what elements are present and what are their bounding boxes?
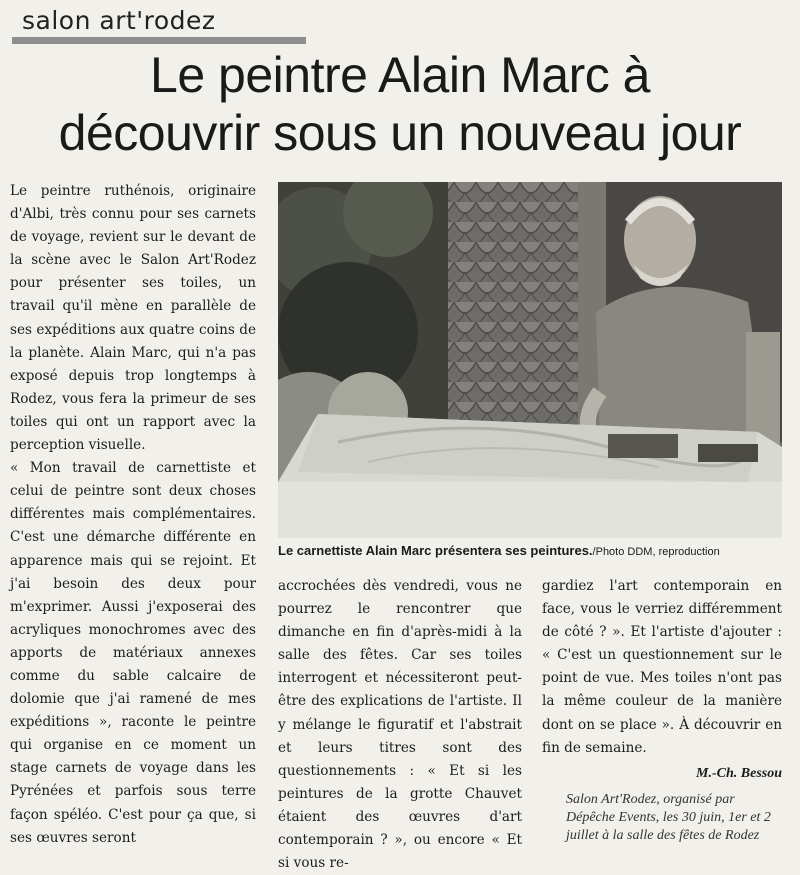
caption-text: Le carnettiste Alain Marc présentera ses peintures. bbox=[278, 543, 593, 558]
headline bbox=[0, 46, 800, 162]
article-column-2 bbox=[278, 575, 522, 875]
article-photo bbox=[278, 182, 782, 538]
article-column-1 bbox=[10, 180, 256, 850]
article-paragraph: gardiez l'art contemporain en face, vous le verriez différemment de côté ? ». Et l'artiste d'ajouter : « C'est un questionnement sur le point de vue. Mes toiles n'ont pas la même couleur de la manière dont on se place ». À découvrir en fin de semaine. bbox=[542, 578, 782, 756]
photo-credit: /Photo DDM, reproduction bbox=[592, 546, 720, 558]
article-paragraph: accrochées dès vendredi, vous ne pourrez le rencontrer que dimanche en fin d'après-midi à la salle des fêtes. Car ses toiles interrogent et nécessiteront peut-être des explications de l'artiste. Il y mélange le figuratif et l'abstrait et leurs titres sont des questionnements : « Et si les peintures de la grotte Chauvet étaient des œuvres d'art contemporain ? », ou encore « Et si vous re- bbox=[278, 578, 522, 872]
kicker-rule bbox=[12, 37, 306, 44]
section-kicker: salon art'rodez bbox=[22, 6, 216, 35]
event-info: Salon Art'Rodez, organisé par Dépêche Events, les 30 juin, 1er et 2 juillet à la salle des fêtes de Rodez bbox=[566, 791, 771, 843]
photo-caption bbox=[278, 543, 782, 558]
headline-line-1: Le peintre Alain Marc à bbox=[150, 47, 650, 103]
article-paragraph: « Mon travail de carnettiste et celui de peintre sont deux choses différentes mais complémentaires. C'est une démarche différente en apparence mais qui se rejoint. Et j'ai besoin des deux pour m'exprimer. Aussi j'exposerai des acryliques monochromes avec des apports de matériaux annexes comme du sable calcaire de dolomie que j'ai ramené de mes expéditions », raconte le peintre qui organise en ce moment un stage carnets de voyage dans les Pyrénées et parfois sous terre façon spéléo. C'est pour ça que, si ses œuvres seront bbox=[10, 460, 256, 846]
headline-line-2: découvrir sous un nouveau jour bbox=[58, 105, 742, 161]
author-byline: M.-Ch. Bessou bbox=[696, 765, 782, 781]
article-paragraph: Le peintre ruthénois, originaire d'Albi, très connu pour ses carnets de voyage, revient sur le devant de la scène avec le Salon Art'Rodez pour présenter ses toiles, un travail qu'il mène en parallèle de ses expéditions aux quatre coins de la planète. Alain Marc, qui n'a pas exposé depuis trop longtemps à Rodez, vous fera la primeur de ses toiles qui ont un rapport avec la perception visuelle. bbox=[10, 183, 256, 454]
photo-illustration bbox=[278, 182, 782, 538]
article-column-3 bbox=[542, 575, 782, 845]
